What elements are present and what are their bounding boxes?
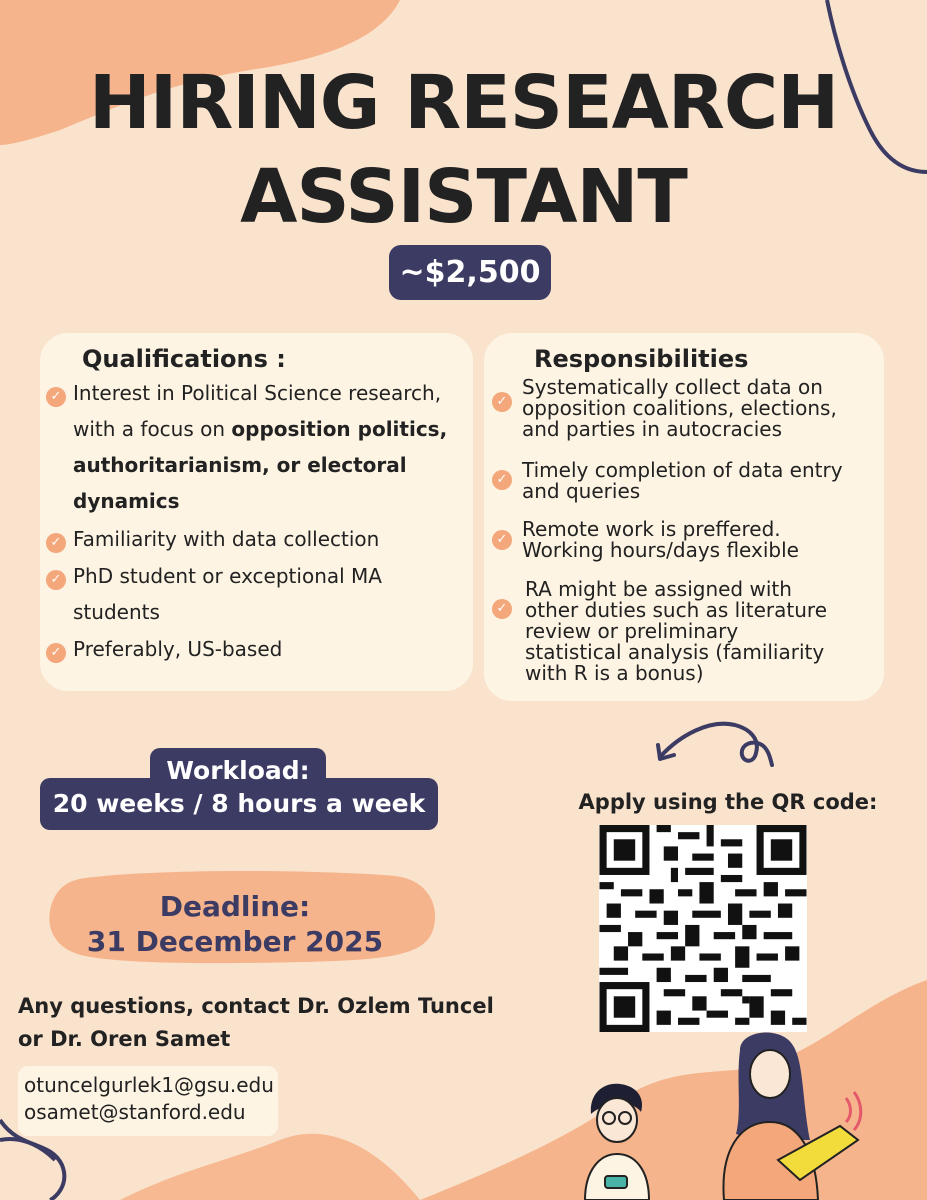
email-box — [18, 1066, 278, 1136]
qr-code[interactable] — [599, 825, 807, 1032]
title-line-1: HIRING RESEARCH — [88, 60, 839, 146]
check-icon: ✓ — [46, 533, 66, 553]
person-illustration — [575, 1080, 665, 1200]
responsibility-text: RA might be assigned with other duties such as literature review or preliminary statistical analysis (familiarity with R is a bonus) — [525, 577, 827, 685]
check-icon: ✓ — [492, 599, 512, 619]
check-icon: ✓ — [46, 387, 66, 407]
responsibility-text: Remote work is preffered. Working hours/days flexible — [522, 517, 799, 562]
qualification-text: Preferably, US-based — [73, 637, 283, 661]
workload-value: 20 weeks / 8 hours a week — [52, 789, 426, 818]
deadline-date: 31 December 2025 — [86, 925, 384, 958]
qualification-bold-text: opposition politics, authoritarianism, or electoral dynamics — [73, 417, 448, 513]
qualifications-card — [40, 333, 473, 691]
responsibilities-heading: Responsibilities — [534, 345, 749, 373]
apply-label: Apply using the QR code: — [578, 790, 878, 814]
email-link-gsu[interactable]: otuncelgurlek1@gsu.edu — [24, 1073, 274, 1097]
responsibility-text: Systematically collect data on opposition coalitions, elections, and parties in autocracies — [522, 375, 837, 441]
qualification-text: Familiarity with data collection — [73, 527, 380, 551]
contact-text: Any questions, contact Dr. Ozlem Tuncel or Dr. Oren Samet — [18, 994, 494, 1051]
check-icon: ✓ — [46, 570, 66, 590]
email-link-stanford[interactable]: osamet@stanford.edu — [24, 1100, 246, 1124]
qualification-text: PhD student or exceptional MA students — [73, 564, 382, 624]
woman-laptop-illustration — [700, 1030, 880, 1200]
title-line-2: ASSISTANT — [240, 154, 687, 240]
check-icon: ✓ — [492, 392, 512, 412]
workload-label: Workload: — [166, 756, 310, 785]
qualification-text: Interest in Political Science research, with a focus on — [73, 381, 442, 441]
responsibility-text: Timely completion of data entry and queries — [522, 458, 843, 503]
check-icon: ✓ — [492, 470, 512, 490]
deadline-label: Deadline: — [159, 890, 311, 923]
curved-arrow-icon — [650, 705, 780, 775]
salary-badge: ~$2,500 — [389, 245, 551, 300]
responsibilities-card — [484, 333, 884, 701]
qualifications-heading: Qualifications : — [82, 345, 286, 373]
check-icon: ✓ — [492, 530, 512, 550]
check-icon: ✓ — [46, 643, 66, 663]
